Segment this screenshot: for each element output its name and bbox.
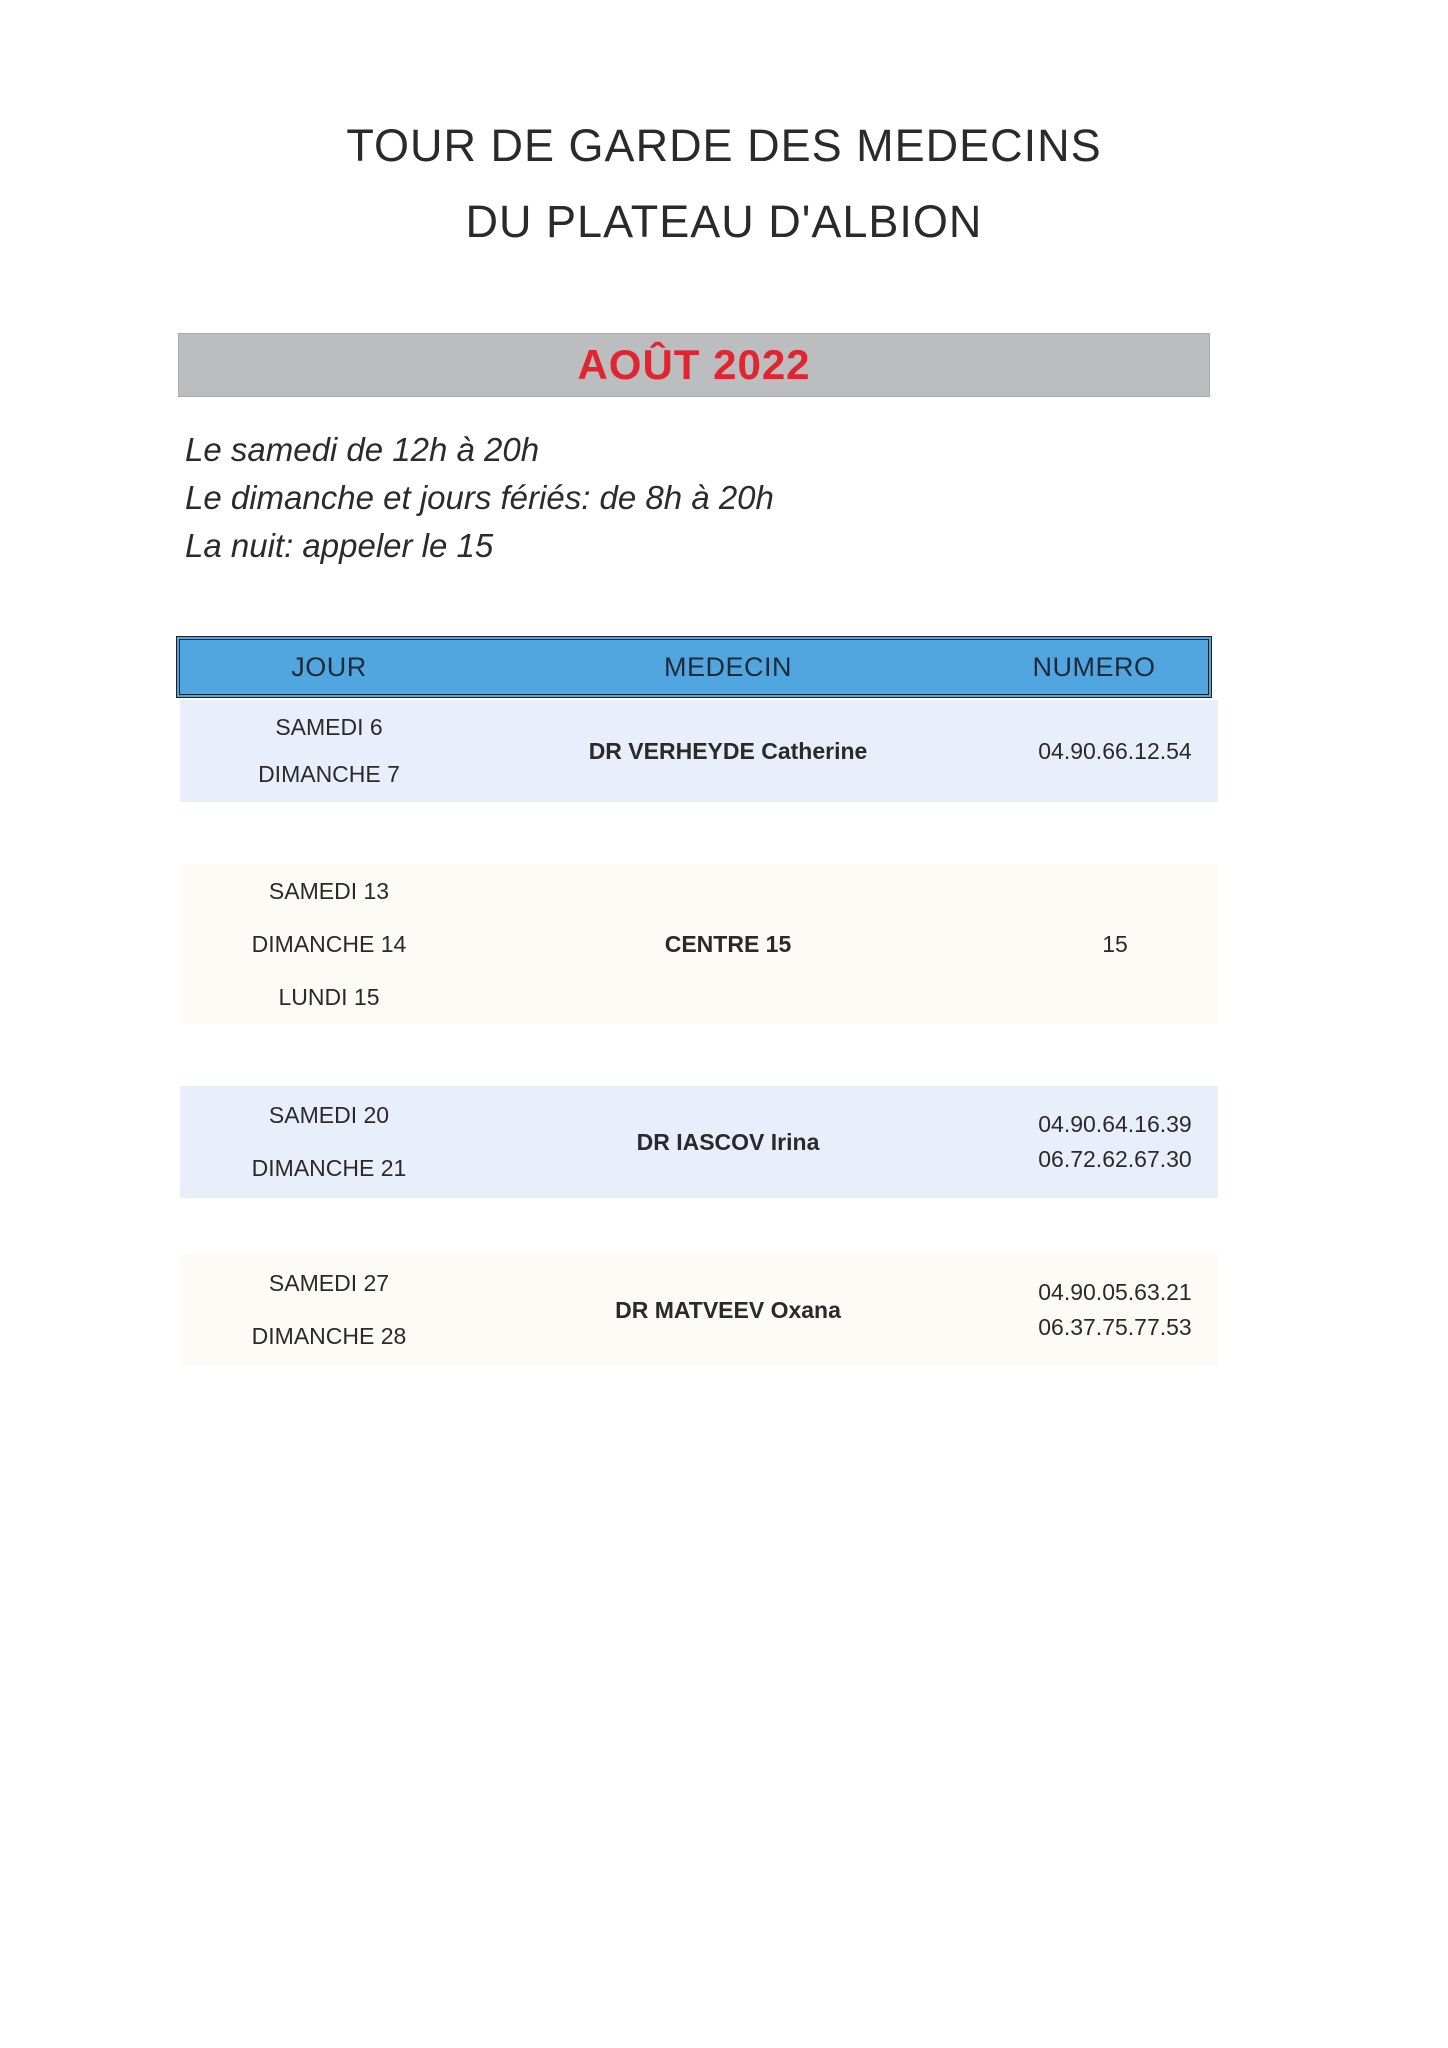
schedule-line-sunday: Le dimanche et jours fériés: de 8h à 20h [185, 479, 774, 516]
row-days [180, 1254, 478, 1366]
row-medecin: DR IASCOV Irina [636, 1128, 820, 1155]
row-numeros [978, 1086, 1252, 1198]
row-days [180, 1086, 478, 1198]
row-numeros [978, 700, 1252, 802]
day-label: SAMEDI 13 [268, 877, 390, 904]
row-medecin: CENTRE 15 [664, 930, 792, 957]
phone-number: 04.90.64.16.39 [1038, 1111, 1192, 1137]
title-line-1: TOUR DE GARDE DES MEDECINS [346, 120, 1102, 171]
day-label: SAMEDI 27 [268, 1270, 390, 1296]
phone-number: 06.72.62.67.30 [1038, 1146, 1192, 1172]
table-row [180, 1254, 1218, 1366]
table-row [180, 700, 1218, 802]
month-label: AOÛT 2022 [577, 341, 811, 388]
table-row [180, 1086, 1218, 1198]
row-days [180, 700, 478, 802]
header-medecin: MEDECIN [663, 651, 792, 682]
phone-number: 06.37.75.77.53 [1038, 1314, 1192, 1340]
row-days [180, 864, 478, 1024]
table-header [176, 636, 1212, 698]
title-line-2: DU PLATEAU D'ALBION [465, 196, 983, 247]
header-numero: NUMERO [1032, 651, 1156, 682]
table-row [180, 864, 1218, 1024]
day-label: LUNDI 15 [278, 983, 380, 1010]
row-numeros [978, 864, 1252, 1024]
row-medecin: DR VERHEYDE Catherine [588, 737, 868, 764]
header-jour: JOUR [291, 651, 367, 682]
day-label: SAMEDI 6 [275, 714, 383, 740]
row-numeros [978, 1254, 1252, 1366]
schedule-line-saturday: Le samedi de 12h à 20h [185, 431, 540, 468]
phone-number: 15 [1102, 930, 1128, 957]
day-label: DIMANCHE 7 [258, 761, 400, 787]
row-medecin: DR MATVEEV Oxana [615, 1296, 841, 1323]
month-banner [178, 333, 1210, 397]
day-label: DIMANCHE 21 [251, 1155, 407, 1181]
day-label: DIMANCHE 28 [251, 1323, 407, 1349]
phone-number: 04.90.66.12.54 [1038, 737, 1192, 764]
schedule-info [185, 426, 774, 570]
day-label: SAMEDI 20 [268, 1102, 390, 1128]
phone-number: 04.90.05.63.21 [1038, 1279, 1192, 1305]
schedule-line-night: La nuit: appeler le 15 [185, 527, 494, 564]
document-title [0, 108, 1448, 260]
day-label: DIMANCHE 14 [251, 930, 407, 957]
